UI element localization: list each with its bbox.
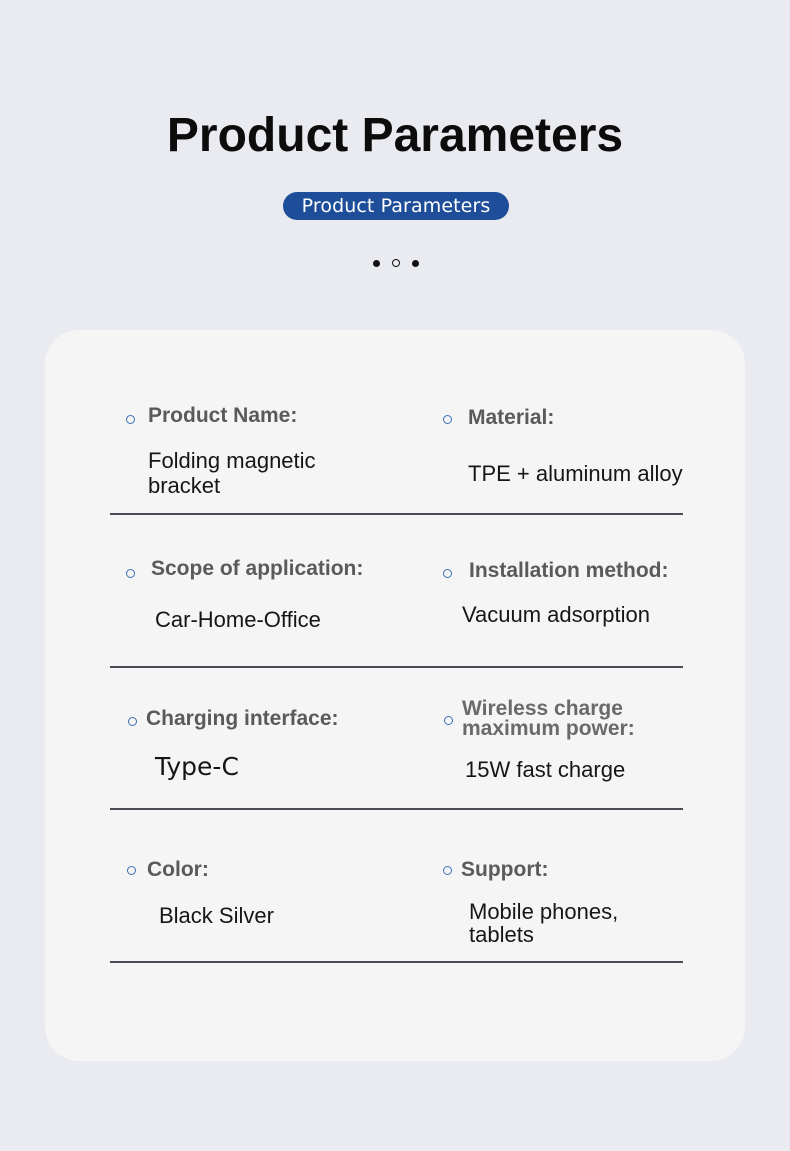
row-divider	[110, 513, 683, 515]
wireless-power-label-line2: maximum power:	[462, 717, 635, 740]
parameters-card	[45, 330, 745, 1061]
bullet-icon	[443, 415, 452, 424]
scope-value: Car-Home-Office	[155, 607, 321, 632]
bullet-icon	[128, 717, 137, 726]
bullet-icon	[126, 569, 135, 578]
scope-label: Scope of application:	[151, 557, 364, 580]
charging-interface-value: Type-C	[155, 752, 239, 781]
support-value-line2: tablets	[469, 922, 534, 947]
support-value: Mobile phones,	[469, 899, 619, 924]
installation-value: Vacuum adsorption	[462, 602, 650, 627]
wireless-power-label: Wireless charge	[462, 697, 623, 720]
row-divider	[110, 666, 683, 668]
color-value: Black Silver	[159, 903, 274, 928]
row-divider	[110, 961, 683, 963]
support-label: Support:	[461, 858, 549, 881]
dot-filled-icon	[412, 260, 419, 267]
dot-indicator	[373, 258, 419, 268]
page-title: Product Parameters	[166, 109, 624, 162]
wireless-power-value: 15W fast charge	[465, 757, 626, 782]
bullet-icon	[444, 716, 453, 725]
subtitle-pill: Product Parameters	[283, 192, 509, 220]
bullet-icon	[127, 866, 136, 875]
installation-label: Installation method:	[469, 559, 669, 582]
row-divider	[110, 808, 683, 810]
dot-filled-icon	[373, 260, 380, 267]
product-name-value: Folding magnetic	[148, 448, 316, 473]
dot-hollow-icon	[392, 259, 400, 267]
material-value: TPE + aluminum alloy	[468, 461, 683, 486]
charging-interface-label: Charging interface:	[146, 707, 339, 730]
product-name-value-line2: bracket	[148, 473, 221, 498]
color-label: Color:	[147, 858, 209, 881]
material-label: Material:	[468, 406, 555, 429]
bullet-icon	[126, 415, 135, 424]
bullet-icon	[443, 866, 452, 875]
product-name-label: Product Name:	[148, 404, 298, 427]
bullet-icon	[443, 569, 452, 578]
